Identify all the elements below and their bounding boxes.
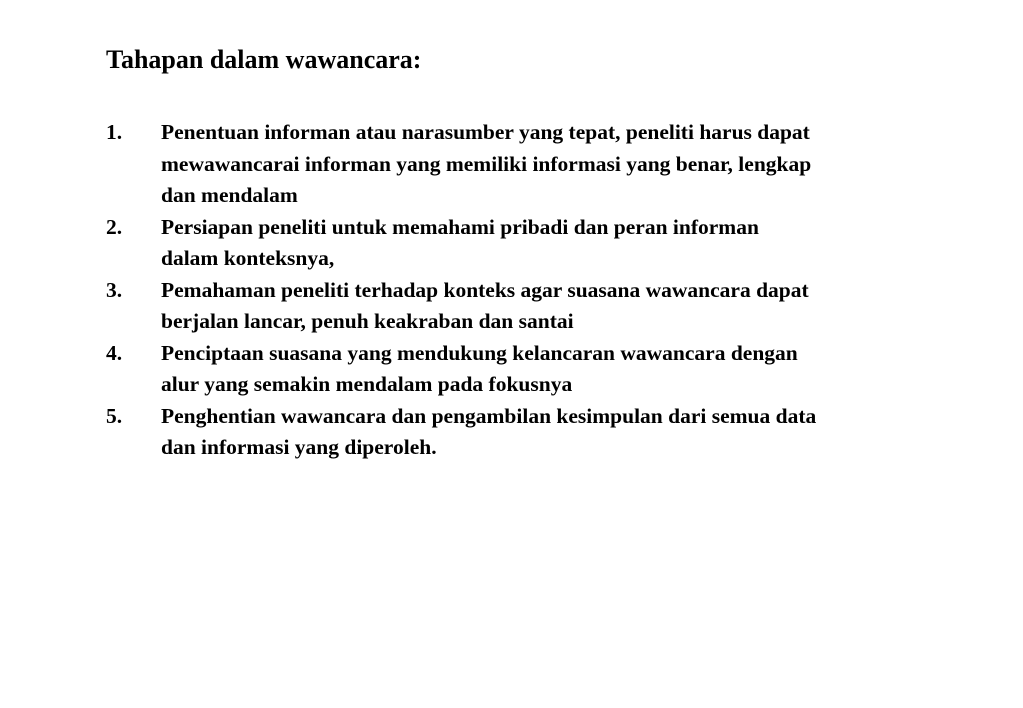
list-item-number: 1. bbox=[106, 120, 123, 144]
list-item-number: 5. bbox=[106, 403, 123, 428]
list-item bbox=[106, 212, 986, 275]
list-item-text-line: alur yang semakin mendalam pada fokusnya bbox=[161, 372, 573, 396]
numbered-list bbox=[106, 117, 986, 464]
list-item bbox=[106, 275, 986, 338]
list-item-text bbox=[161, 275, 986, 338]
list-item-text-line: Penghentian wawancara dan pengambilan kesimpulan dari semua data bbox=[161, 403, 817, 428]
list-item-text-line: berjalan lancar, penuh keakraban dan santai bbox=[161, 309, 574, 333]
list-item-text-line: mewawancarai informan yang memiliki informasi yang benar, lengkap bbox=[161, 151, 812, 176]
list-item-text bbox=[161, 212, 986, 275]
page-title: Tahapan dalam wawancara: bbox=[106, 45, 422, 74]
list-item-text-line: Pemahaman peneliti terhadap konteks agar suasana wawancara dapat bbox=[161, 277, 809, 302]
list-item-number: 2. bbox=[106, 214, 123, 239]
list-item-text-line: dan mendalam bbox=[161, 183, 298, 207]
list-item-text bbox=[161, 401, 986, 464]
list-item-text-line: Penciptaan suasana yang mendukung kelancaran wawancara dengan bbox=[161, 340, 798, 365]
list-item-text-line: dan informasi yang diperoleh. bbox=[161, 435, 437, 459]
list-item bbox=[106, 401, 986, 464]
list-item-text-line: Persiapan peneliti untuk memahami pribadi dan peran informan bbox=[161, 214, 759, 239]
list-item-text-line: Penentuan informan atau narasumber yang tepat, peneliti harus dapat bbox=[161, 120, 810, 144]
list-item-number: 3. bbox=[106, 277, 123, 302]
list-item-text-line: dalam konteksnya, bbox=[161, 246, 335, 270]
list-item-text bbox=[161, 117, 986, 212]
list-item-text bbox=[161, 338, 986, 401]
list-item bbox=[106, 117, 986, 212]
list-item-number: 4. bbox=[106, 340, 123, 365]
list-item bbox=[106, 338, 986, 401]
